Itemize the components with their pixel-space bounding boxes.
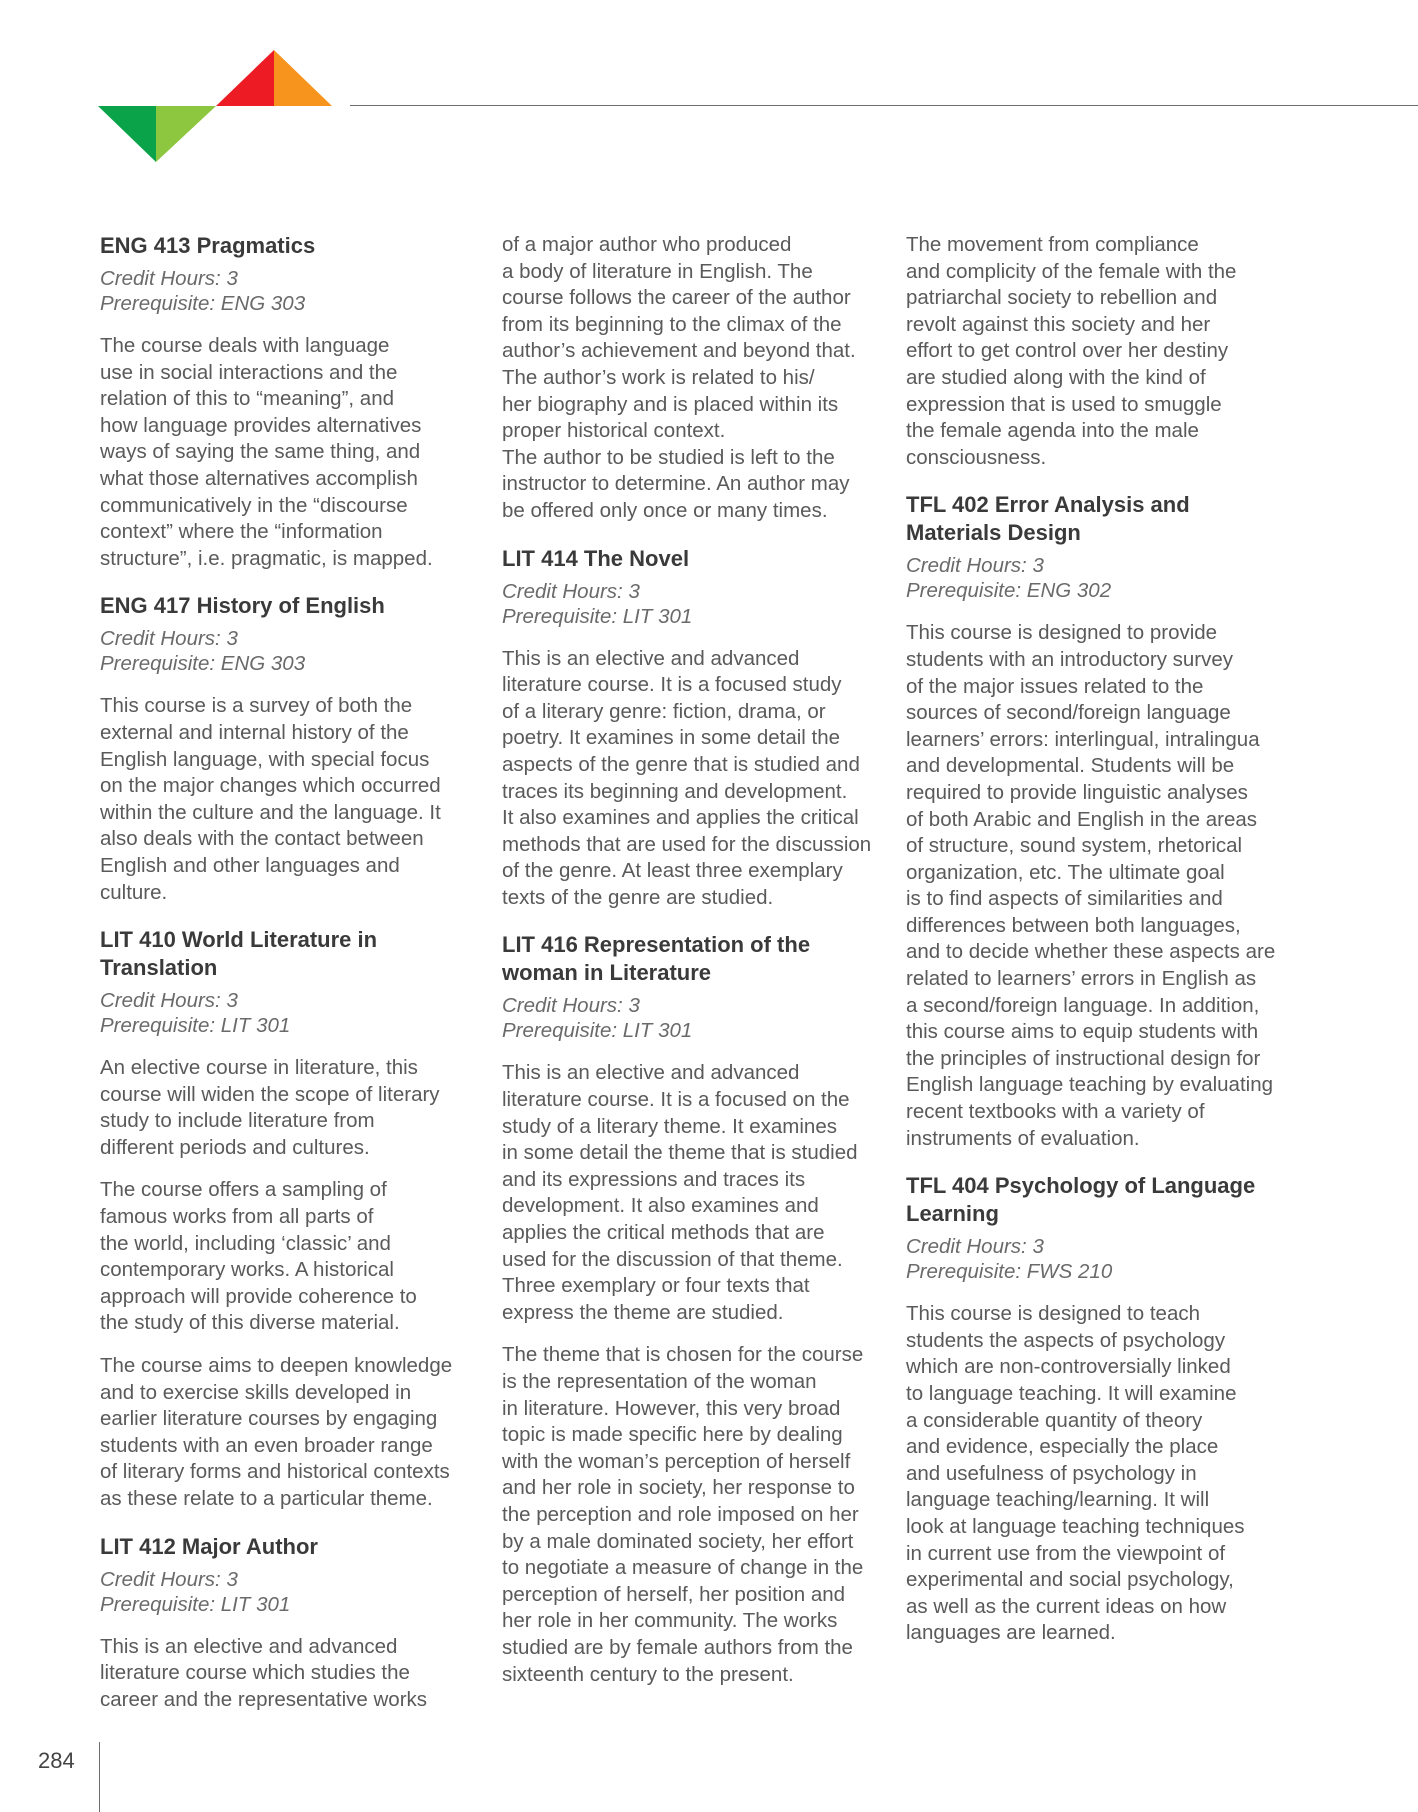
prerequisite: Prerequisite: LIT 301 [100,1592,291,1616]
course-meta [906,553,1286,603]
course-description: This is an elective and advanced literature course which studies the career and the representative works [100,1634,428,1711]
course-description: This course is designed to teach students the aspects of psychology which are non-controversially linked to language teaching. It will examine a considerable quantity of theory and evidence, especially the place and usefulness of psychology in language teaching/learning. It will look at language teaching techniques in current use from the viewpoint of experimental and social psychology, as well as the current ideas on how languages are learned. [906,1302,1245,1645]
course-title: TFL 402 Error Analysis and Materials Design [906,492,1190,546]
credit-hours: Credit Hours: 3 [502,579,640,603]
prerequisite: Prerequisite: LIT 301 [502,604,693,628]
course-lit-410 [100,926,475,1513]
credit-hours: Credit Hours: 3 [100,267,238,290]
column-3 [906,232,1286,1647]
prerequisite: Prerequisite: LIT 301 [100,1014,291,1038]
credit-hours: Credit Hours: 3 [100,1567,238,1591]
course-meta [502,993,882,1043]
course-description: This course is a survey of both the external and internal history of the English language, with special focus on the major changes which occurred within the culture and the language. It also deals with the contact between English and other languages and culture. [100,694,441,904]
course-tfl-402 [906,491,1286,1152]
course-title: LIT 416 Representation of the woman in Literature [502,932,811,986]
course-meta [100,988,475,1038]
column-1 [100,232,475,1713]
prerequisite: Prerequisite: LIT 301 [502,1019,693,1043]
continued-description: of a major author who produced a body of literature in English. The course follows the career of the author from its beginning to the climax of the author’s achievement and beyond that. The author’s work is related to his/ her biography and is placed within its proper historical context. The author to be studied is left to the instructor to determine. An author may be offered only once or many times. [502,233,856,522]
prerequisite: Prerequisite: ENG 303 [100,292,306,315]
page-number: 284 [38,1748,75,1773]
course-meta [502,579,882,629]
course-tfl-404 [906,1172,1286,1647]
course-eng-417 [100,592,475,906]
credit-hours: Credit Hours: 3 [906,554,1044,578]
prerequisite: Prerequisite: ENG 303 [100,652,306,676]
course-title: LIT 410 World Literature in Translation [100,927,378,981]
footer-rule [99,1742,100,1812]
continued-description: The movement from compliance and complicity of the female with the patriarchal society to rebellion and revolt against this society and her effort to get control over her destiny are studied along with the kind of expression that is used to smuggle the female agenda into the male consciousness. [906,233,1237,469]
course-lit-414 [502,545,882,912]
header-rule [350,105,1418,106]
course-meta [906,1234,1286,1284]
course-description: The course aims to deepen knowledge and to exercise skills developed in earlier literature courses by engaging students with an even broader range of literary forms and historical contexts as these relate to a particular theme. [100,1354,453,1510]
course-description: The course deals with language use in social interactions and the relation of this to “meaning”, and how language provides alternatives ways of saying the same thing, and what those alternatives accomplish communicatively in the “discourse context” where the “information structure”, i.e. pragmatic, is mapped. [100,334,433,570]
course-title: LIT 414 The Novel [502,545,690,571]
course-title: TFL 404 Psychology of Language Learning [906,1173,1256,1227]
course-title: ENG 417 History of English [100,593,385,619]
course-title: LIT 412 Major Author [100,1533,318,1559]
course-description: This is an elective and advanced literature course. It is a focused study of a literary genre: fiction, drama, or poetry. It examines in some detail the aspects of the genre that is studied and traces its beginning and development. It also examines and applies the critical methods that are used for the discussion of the genre. At least three exemplary texts of the genre are studied. [502,646,872,909]
course-title: ENG 413 Pragmatics [100,233,316,258]
course-description: The theme that is chosen for the course is the representation of the woman in literature. However, this very broad topic is made specific here by dealing with the woman’s perception of herself and her role in society, her response to the perception and role imposed on her by a male dominated society, her effort to negotiate a measure of change in the perception of herself, her position and her role in her community. The works studied are by female authors from the sixteenth century to the present. [502,1343,864,1686]
course-description: An elective course in literature, this course will widen the scope of literary study to include literature from different periods and cultures. [100,1056,440,1159]
course-meta [100,1567,475,1617]
logo-light-green-triangle [156,106,216,162]
course-description: This course is designed to provide students with an introductory survey of the major issues related to the sources of second/foreign language learners’ errors: interlingual, intralingua and developmental. Students will be required to provide linguistic analyses of both Arabic and English in the areas of structure, sound system, rhetorical organization, etc. The ultimate goal is to find aspects of similarities and differences between both languages, and to decide whether these aspects are related to learners’ errors in English as a second/foreign language. In addition, this course aims to equip students with the principles of instructional design for English language teaching by evaluating recent textbooks with a variety of instruments of evaluation. [906,621,1276,1150]
triangle-logo [98,50,338,162]
logo-red-triangle [216,50,274,106]
course-lit-416 [502,931,882,1688]
credit-hours: Credit Hours: 3 [100,627,238,651]
credit-hours: Credit Hours: 3 [100,989,238,1013]
credit-hours: Credit Hours: 3 [502,994,640,1018]
logo-orange-triangle [274,50,332,106]
course-lit-412 [100,1533,475,1714]
course-eng-413 [100,232,475,572]
course-description: The course offers a sampling of famous works from all parts of the world, including ‘classic’ and contemporary works. A historical approach will provide coherence to the study of this diverse material. [100,1178,417,1335]
prerequisite: Prerequisite: ENG 302 [906,579,1112,603]
column-2 [502,232,882,1688]
logo-dark-green-triangle [98,106,156,162]
credit-hours: Credit Hours: 3 [906,1235,1044,1259]
course-meta [100,266,475,316]
course-description: This is an elective and advanced literature course. It is a focused on the study of a literary theme. It examines in some detail the theme that is studied and its expressions and traces its development. It also examines and applies the critical methods that are used for the discussion of that theme. Three exemplary or four texts that express the theme are studied. [502,1061,858,1324]
prerequisite: Prerequisite: FWS 210 [906,1260,1113,1284]
course-meta [100,626,475,676]
